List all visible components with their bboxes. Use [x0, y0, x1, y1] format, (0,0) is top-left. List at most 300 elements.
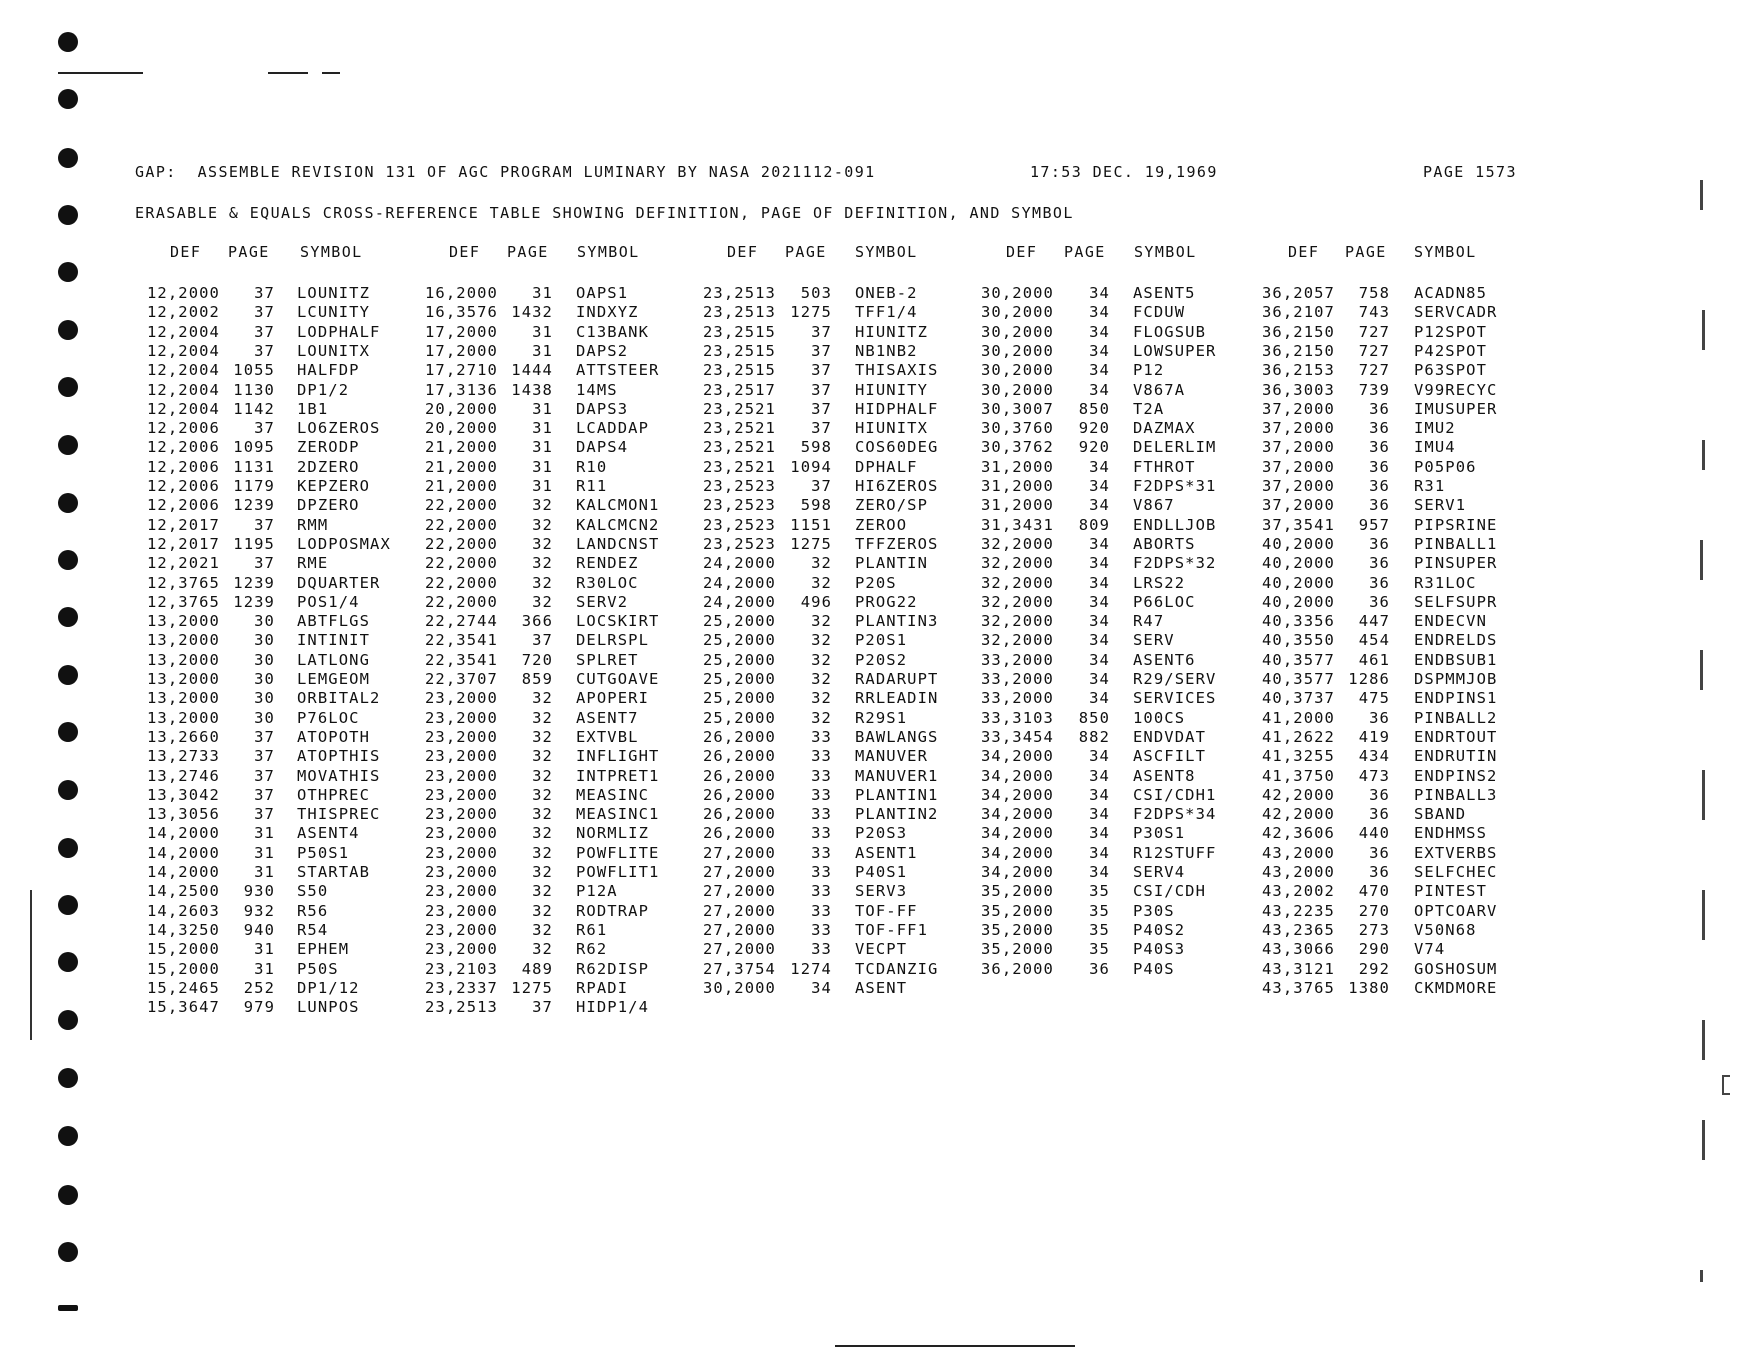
def-cell: 22,2000: [424, 515, 498, 534]
page-cell: 36: [1369, 496, 1390, 515]
def-cell: 36,2057: [1261, 284, 1335, 302]
def-cell: 13,2000: [146, 670, 220, 688]
symbol-cell: R11: [576, 477, 608, 495]
page-cell: 1275: [790, 534, 832, 553]
def-cell: 31,2000: [980, 457, 1054, 476]
def-cell: 12,2017: [146, 515, 220, 534]
def-cell: 37,2000: [1261, 399, 1335, 418]
bracket-mark: [1722, 1075, 1724, 1095]
def-cell: 25,2000: [702, 650, 776, 669]
table-row: [0, 496, 1740, 515]
page-cell: 419: [1358, 727, 1390, 746]
def-cell: 23,2521: [702, 457, 776, 476]
symbol-cell: V99RECYC: [1414, 380, 1498, 399]
symbol-cell: HIUNITX: [855, 419, 929, 438]
page-cell: 1131: [233, 457, 275, 476]
def-cell: 14,2500: [146, 882, 220, 901]
def-cell: 22,2000: [424, 573, 498, 592]
punch-hole: [58, 1068, 78, 1088]
symbol-cell: R31: [1414, 477, 1446, 495]
def-cell: 34,2000: [980, 863, 1054, 881]
def-cell: 22,3541: [424, 650, 498, 669]
symbol-cell: PLANTIN2: [855, 805, 939, 824]
symbol-cell: HIUNITY: [855, 380, 929, 399]
def-cell: 20,2000: [424, 399, 498, 418]
page-cell: 37: [254, 554, 275, 573]
page-cell: 932: [243, 901, 275, 920]
page-cell: 37: [254, 805, 275, 824]
page-cell: 1444: [511, 361, 553, 380]
page-cell: 920: [1078, 438, 1110, 457]
page-cell: 475: [1358, 689, 1390, 708]
column-header-page: PAGE: [507, 243, 549, 261]
table-row: [0, 747, 1740, 766]
symbol-cell: 100CS: [1133, 708, 1186, 727]
symbol-cell: ENDECVN: [1414, 612, 1488, 631]
symbol-cell: ASENT1: [855, 843, 918, 862]
table-row: [0, 960, 1740, 979]
page-cell: 37: [811, 477, 832, 495]
symbol-cell: BAWLANGS: [855, 727, 939, 746]
symbol-cell: ORBITAL2: [297, 689, 381, 708]
table-row: [0, 689, 1740, 708]
page-cell: 34: [1089, 554, 1110, 573]
symbol-cell: IMU2: [1414, 419, 1456, 438]
symbol-cell: MEASINC1: [576, 805, 660, 824]
def-cell: 23,2523: [702, 534, 776, 553]
def-cell: 14,2603: [146, 901, 220, 920]
symbol-cell: PINBALL1: [1414, 534, 1498, 553]
symbol-cell: P50S: [297, 959, 339, 978]
page-cell: 32: [811, 708, 832, 727]
page-cell: 33: [811, 785, 832, 804]
symbol-cell: V867A: [1133, 380, 1186, 399]
page-cell: 36: [1369, 419, 1390, 438]
symbol-cell: POWFLIT1: [576, 863, 660, 881]
page-cell: 434: [1358, 747, 1390, 766]
symbol-cell: S50: [297, 882, 329, 901]
symbol-cell: TOF-FF1: [855, 920, 929, 939]
def-cell: 22,2000: [424, 554, 498, 573]
page-cell: 35: [1089, 901, 1110, 920]
symbol-cell: RRLEADIN: [855, 689, 939, 708]
symbol-cell: MEASINC: [576, 785, 650, 804]
def-cell: 34,2000: [980, 805, 1054, 824]
page-cell: 31: [532, 438, 553, 457]
page-cell: 37: [811, 399, 832, 418]
page-cell: 940: [243, 920, 275, 939]
column-header-def: DEF: [1288, 243, 1320, 261]
symbol-cell: PROG22: [855, 592, 918, 611]
def-cell: 23,2000: [424, 805, 498, 824]
table-row: [0, 284, 1740, 303]
page-cell: 33: [811, 843, 832, 862]
def-cell: 37,2000: [1261, 438, 1335, 457]
symbol-cell: P12A: [576, 882, 618, 901]
symbol-cell: R29/SERV: [1133, 670, 1217, 688]
symbol-cell: NORMLIZ: [576, 824, 650, 843]
symbol-cell: SELFSUPR: [1414, 592, 1498, 611]
symbol-cell: LOCSKIRT: [576, 612, 660, 631]
scan-artifact-line: [322, 72, 340, 74]
column-header-symbol: SYMBOL: [1414, 243, 1477, 261]
column-header-symbol: SYMBOL: [300, 243, 363, 261]
symbol-cell: ASCFILT: [1133, 747, 1207, 766]
page-cell: 34: [1089, 843, 1110, 862]
def-cell: 13,2000: [146, 689, 220, 708]
report-title: GAP: ASSEMBLE REVISION 131 OF AGC PROGRAM LUMINARY BY NASA 2021112-091: [135, 163, 876, 181]
def-cell: 22,2744: [424, 612, 498, 631]
page-cell: 957: [1358, 515, 1390, 534]
def-cell: 37,2000: [1261, 496, 1335, 515]
symbol-cell: ASENT6: [1133, 650, 1196, 669]
table-row: [0, 400, 1740, 419]
def-cell: 36,2150: [1261, 322, 1335, 341]
def-cell: 15,2000: [146, 940, 220, 959]
page-cell: 30: [254, 670, 275, 688]
punch-hole: [58, 32, 78, 52]
symbol-cell: PINBALL2: [1414, 708, 1498, 727]
symbol-cell: TFF1/4: [855, 303, 918, 322]
page-cell: 30: [254, 650, 275, 669]
symbol-cell: ENDVDAT: [1133, 727, 1207, 746]
page-cell: 470: [1358, 882, 1390, 901]
symbol-cell: TOF-FF: [855, 901, 918, 920]
symbol-cell: ASENT5: [1133, 284, 1196, 302]
punch-hole: [58, 148, 78, 168]
symbol-cell: OPTCOARV: [1414, 901, 1498, 920]
page-cell: 37: [811, 419, 832, 438]
page-cell: 33: [811, 747, 832, 766]
page-cell: 31: [532, 457, 553, 476]
def-cell: 37,2000: [1261, 419, 1335, 438]
page-cell: 32: [811, 689, 832, 708]
symbol-cell: R54: [297, 920, 329, 939]
page-cell: 34: [1089, 747, 1110, 766]
def-cell: 13,2746: [146, 766, 220, 785]
page-cell: 32: [532, 940, 553, 959]
def-cell: 36,2107: [1261, 303, 1335, 322]
page-cell: 36: [1369, 863, 1390, 881]
symbol-cell: V50N68: [1414, 920, 1477, 939]
symbol-cell: F2DPS*31: [1133, 477, 1217, 495]
page-cell: 366: [521, 612, 553, 631]
def-cell: 23,2513: [702, 284, 776, 302]
page-cell: 727: [1358, 361, 1390, 380]
symbol-cell: PINBALL3: [1414, 785, 1498, 804]
def-cell: 30,2000: [702, 978, 776, 997]
def-cell: 23,2000: [424, 708, 498, 727]
symbol-cell: POS1/4: [297, 592, 360, 611]
page-cell: 34: [1089, 380, 1110, 399]
def-cell: 30,2000: [980, 303, 1054, 322]
symbol-cell: DAPS2: [576, 341, 629, 360]
symbol-cell: ATOPOTH: [297, 727, 371, 746]
def-cell: 17,2710: [424, 361, 498, 380]
def-cell: 40,2000: [1261, 573, 1335, 592]
page-cell: 32: [532, 515, 553, 534]
symbol-cell: P63SPOT: [1414, 361, 1488, 380]
symbol-cell: KALCMON1: [576, 496, 660, 515]
symbol-cell: PIPSRINE: [1414, 515, 1498, 534]
def-cell: 12,2006: [146, 438, 220, 457]
page-cell: 34: [1089, 341, 1110, 360]
page-cell: 1432: [511, 303, 553, 322]
symbol-cell: ONEB-2: [855, 284, 918, 302]
table-row: [0, 998, 1740, 1017]
page-cell: 34: [1089, 805, 1110, 824]
page-cell: 32: [811, 650, 832, 669]
symbol-cell: ENDRTOUT: [1414, 727, 1498, 746]
punch-hole: [58, 1185, 78, 1205]
page-cell: 37: [254, 727, 275, 746]
def-cell: 30,2000: [980, 322, 1054, 341]
page-cell: 31: [532, 284, 553, 302]
page-cell: 1195: [233, 534, 275, 553]
def-cell: 35,2000: [980, 920, 1054, 939]
page-cell: 850: [1078, 708, 1110, 727]
margin-mark: [1702, 1020, 1705, 1060]
symbol-cell: 14MS: [576, 380, 618, 399]
symbol-cell: T2A: [1133, 399, 1165, 418]
page-cell: 1130: [233, 380, 275, 399]
punch-hole: [58, 205, 78, 225]
page-cell: 37: [254, 747, 275, 766]
page-cell: 31: [532, 322, 553, 341]
def-cell: 25,2000: [702, 708, 776, 727]
table-row: [0, 882, 1740, 901]
def-cell: 20,2000: [424, 419, 498, 438]
def-cell: 23,2000: [424, 920, 498, 939]
symbol-cell: ENDRUTIN: [1414, 747, 1498, 766]
symbol-cell: DSPMMJOB: [1414, 670, 1498, 688]
page-cell: 32: [532, 689, 553, 708]
def-cell: 12,2000: [146, 284, 220, 302]
symbol-cell: P05P06: [1414, 457, 1477, 476]
def-cell: 12,2021: [146, 554, 220, 573]
symbol-cell: ATTSTEER: [576, 361, 660, 380]
page-cell: 37: [811, 361, 832, 380]
page-cell: 34: [1089, 534, 1110, 553]
def-cell: 41,2622: [1261, 727, 1335, 746]
page-cell: 30: [254, 708, 275, 727]
page-cell: 33: [811, 901, 832, 920]
symbol-cell: TFFZEROS: [855, 534, 939, 553]
def-cell: 23,2000: [424, 901, 498, 920]
symbol-cell: P40S3: [1133, 940, 1186, 959]
page-cell: 32: [811, 573, 832, 592]
table-row: [0, 516, 1740, 535]
symbol-cell: ATOPTHIS: [297, 747, 381, 766]
def-cell: 40,3737: [1261, 689, 1335, 708]
def-cell: 13,2000: [146, 612, 220, 631]
def-cell: 34,2000: [980, 824, 1054, 843]
table-row: [0, 805, 1740, 824]
def-cell: 17,3136: [424, 380, 498, 399]
def-cell: 32,2000: [980, 534, 1054, 553]
symbol-cell: DP1/2: [297, 380, 350, 399]
page-cell: 727: [1358, 341, 1390, 360]
symbol-cell: LODPOSMAX: [297, 534, 391, 553]
def-cell: 31,2000: [980, 477, 1054, 495]
def-cell: 27,2000: [702, 882, 776, 901]
page-cell: 32: [532, 554, 553, 573]
symbol-cell: F2DPS*34: [1133, 805, 1217, 824]
def-cell: 14,2000: [146, 863, 220, 881]
page-cell: 36: [1089, 959, 1110, 978]
page-cell: 36: [1369, 399, 1390, 418]
def-cell: 36,2150: [1261, 341, 1335, 360]
page-cell: 34: [1089, 631, 1110, 650]
def-cell: 35,2000: [980, 940, 1054, 959]
def-cell: 15,2465: [146, 978, 220, 997]
def-cell: 12,2006: [146, 477, 220, 495]
page-cell: 33: [811, 727, 832, 746]
page-cell: 809: [1078, 515, 1110, 534]
page-cell: 36: [1369, 573, 1390, 592]
page-cell: 31: [254, 843, 275, 862]
symbol-cell: FLOGSUB: [1133, 322, 1207, 341]
symbol-cell: DAPS3: [576, 399, 629, 418]
symbol-cell: KEPZERO: [297, 477, 371, 495]
symbol-cell: MANUVER: [855, 747, 929, 766]
def-cell: 40,2000: [1261, 592, 1335, 611]
def-cell: 13,3056: [146, 805, 220, 824]
table-row: [0, 535, 1740, 554]
def-cell: 23,2513: [424, 998, 498, 1017]
page-cell: 31: [532, 419, 553, 438]
page-cell: 598: [800, 438, 832, 457]
def-cell: 16,3576: [424, 303, 498, 322]
def-cell: 23,2521: [702, 399, 776, 418]
symbol-cell: LATLONG: [297, 650, 371, 669]
symbol-cell: P12SPOT: [1414, 322, 1488, 341]
def-cell: 25,2000: [702, 670, 776, 688]
def-cell: 16,2000: [424, 284, 498, 302]
def-cell: 43,3121: [1261, 959, 1335, 978]
symbol-cell: DP1/12: [297, 978, 360, 997]
def-cell: 22,2000: [424, 534, 498, 553]
def-cell: 36,2000: [980, 959, 1054, 978]
def-cell: 32,2000: [980, 573, 1054, 592]
table-row: [0, 458, 1740, 477]
symbol-cell: DAPS4: [576, 438, 629, 457]
def-cell: 17,2000: [424, 341, 498, 360]
page-cell: 35: [1089, 920, 1110, 939]
punch-hole: [58, 1126, 78, 1146]
def-cell: 12,3765: [146, 573, 220, 592]
def-cell: 35,2000: [980, 901, 1054, 920]
page-cell: 496: [800, 592, 832, 611]
page-cell: 37: [254, 284, 275, 302]
symbol-cell: 1B1: [297, 399, 329, 418]
symbol-cell: CSI/CDH1: [1133, 785, 1217, 804]
def-cell: 23,2000: [424, 727, 498, 746]
symbol-cell: HIDP1/4: [576, 998, 650, 1017]
page-cell: 34: [1089, 477, 1110, 495]
def-cell: 42,3606: [1261, 824, 1335, 843]
symbol-cell: INFLIGHT: [576, 747, 660, 766]
page-cell: 739: [1358, 380, 1390, 399]
table-row: [0, 342, 1740, 361]
column-header-page: PAGE: [228, 243, 270, 261]
page-cell: 36: [1369, 477, 1390, 495]
def-cell: 36,2153: [1261, 361, 1335, 380]
def-cell: 13,2000: [146, 708, 220, 727]
def-cell: 12,2006: [146, 496, 220, 515]
def-cell: 37,2000: [1261, 457, 1335, 476]
def-cell: 22,2000: [424, 496, 498, 515]
symbol-cell: P20S2: [855, 650, 908, 669]
page-cell: 37: [254, 322, 275, 341]
symbol-cell: SELFCHEC: [1414, 863, 1498, 881]
symbol-cell: POWFLITE: [576, 843, 660, 862]
column-header-def: DEF: [1006, 243, 1038, 261]
def-cell: 13,2000: [146, 650, 220, 669]
page-cell: 37: [254, 341, 275, 360]
page-cell: 37: [811, 380, 832, 399]
table-row: [0, 477, 1740, 496]
def-cell: 13,3042: [146, 785, 220, 804]
symbol-cell: HIUNITZ: [855, 322, 929, 341]
symbol-cell: ENDPINS1: [1414, 689, 1498, 708]
def-cell: 14,3250: [146, 920, 220, 939]
table-row: [0, 381, 1740, 400]
punch-hole: [58, 1305, 78, 1311]
symbol-cell: P30S1: [1133, 824, 1186, 843]
symbol-cell: SERVCADR: [1414, 303, 1498, 322]
page-cell: 32: [532, 805, 553, 824]
symbol-cell: OTHPREC: [297, 785, 371, 804]
symbol-cell: ASENT: [855, 978, 908, 997]
page-cell: 34: [1089, 573, 1110, 592]
symbol-cell: R56: [297, 901, 329, 920]
page-cell: 34: [1089, 361, 1110, 380]
page-cell: 34: [1089, 284, 1110, 302]
page-cell: 36: [1369, 457, 1390, 476]
def-cell: 40,3356: [1261, 612, 1335, 631]
symbol-cell: COS60DEG: [855, 438, 939, 457]
symbol-cell: SERVICES: [1133, 689, 1217, 708]
symbol-cell: SPLRET: [576, 650, 639, 669]
symbol-cell: SERV3: [855, 882, 908, 901]
symbol-cell: EXTVERBS: [1414, 843, 1498, 862]
def-cell: 23,2000: [424, 863, 498, 881]
column-header-def: DEF: [727, 243, 759, 261]
symbol-cell: R10: [576, 457, 608, 476]
def-cell: 23,2521: [702, 419, 776, 438]
symbol-cell: LODPHALF: [297, 322, 381, 341]
column-header-def: DEF: [449, 243, 481, 261]
def-cell: 26,2000: [702, 766, 776, 785]
symbol-cell: LANDCNST: [576, 534, 660, 553]
symbol-cell: INTPRET1: [576, 766, 660, 785]
symbol-cell: LOUNITZ: [297, 284, 371, 302]
symbol-cell: P40S1: [855, 863, 908, 881]
def-cell: 12,2004: [146, 380, 220, 399]
symbol-cell: DQUARTER: [297, 573, 381, 592]
page-cell: 31: [254, 959, 275, 978]
def-cell: 30,3007: [980, 399, 1054, 418]
symbol-cell: VECPT: [855, 940, 908, 959]
symbol-cell: RADARUPT: [855, 670, 939, 688]
table-row: [0, 728, 1740, 747]
def-cell: 21,2000: [424, 457, 498, 476]
page-number: PAGE 1573: [1423, 163, 1517, 181]
punch-hole: [58, 89, 78, 109]
symbol-cell: R47: [1133, 612, 1165, 631]
page-cell: 34: [1089, 592, 1110, 611]
